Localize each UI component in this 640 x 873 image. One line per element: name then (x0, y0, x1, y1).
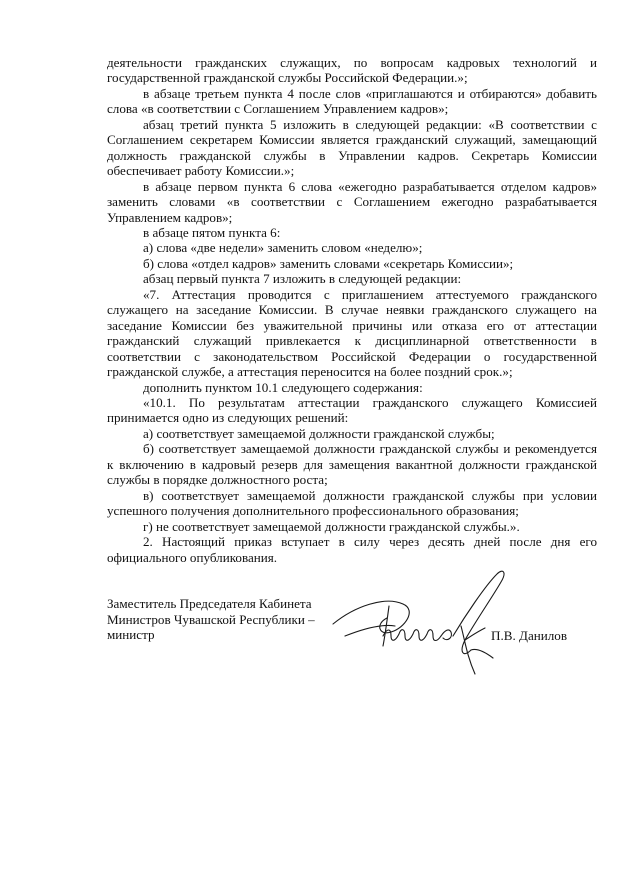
paragraph-12: а) соответствует замещаемой должности гражданской службы; (143, 425, 495, 441)
paragraph-1: деятельности гражданских служащих, по вопросам кадровых технологий и государственной гражданской службы Российской Федерации.»; (107, 55, 597, 86)
paragraph-16: 2. Настоящий приказ вступает в силу через десять дней после дня его официального опубликования. (107, 534, 597, 565)
signatory-position-line-1: Заместитель Председателя Кабинета (107, 596, 312, 611)
paragraph-2: в абзаце третьем пункта 4 после слов «приглашаются и отбираются» добавить слова «в соответствии с Соглашением Управлением кадров»; (107, 85, 597, 117)
paragraph-5: в абзаце пятом пункта 6: (143, 224, 281, 240)
paragraph-9: «7. Аттестация проводится с приглашением аттестуемого гражданского служащего на заседание Комиссии. В случае неявки гражданского служащего на заседание Комиссии без уважительной причины или отказа его от аттестации гражданский служащий привлекается к дисциплинарной ответственности в соответствии с законодательством Российской Федерации о государственной гражданской службе, а аттестация переносится на более поздний срок.»; (107, 286, 597, 380)
paragraph-8: абзац первый пункта 7 изложить в следующей редакции: (143, 271, 462, 287)
paragraph-3: абзац третий пункта 5 изложить в следующей редакции: «В соответствии с Соглашением секретарем Комиссии является гражданский служащий, замещающий должность гражданской службы в Управлении кадров. Секретарь Комиссии обеспечивает работу Комиссии.»; (107, 116, 597, 179)
paragraph-15: г) не соответствует замещаемой должности гражданской службы.». (143, 518, 520, 534)
paragraph-10: дополнить пунктом 10.1 следующего содержания: (143, 379, 423, 395)
paragraph-6: а) слова «две недели» заменить словом «неделю»; (143, 240, 423, 256)
paragraph-11: «10.1. По результатам аттестации гражданского служащего Комиссией принимается одно из следующих решений: (107, 394, 597, 426)
handwritten-signature (325, 566, 515, 686)
signatory-name: П.В. Данилов (491, 628, 568, 643)
paragraph-13: б) соответствует замещаемой должности гражданской службы и рекомендуется к включению в кадровый резерв для замещения вакантной должности гражданской службы в порядке должностного роста; (107, 441, 597, 488)
signatory-position-line-3: министр (107, 627, 155, 642)
signatory-position (107, 596, 347, 643)
signatory-position-line-2: Министров Чувашской Республики – (107, 611, 315, 627)
document-body (107, 55, 597, 565)
paragraph-14: в) соответствует замещаемой должности гражданской службы при условии успешного получения дополнительного профессионального образования; (107, 487, 597, 519)
paragraph-4: в абзаце первом пункта 6 слова «ежегодно разрабатывается отделом кадров» заменить словами «в соответствии с Соглашением ежегодно разрабатывается Управлением кадров»; (107, 178, 597, 225)
paragraph-7: б) слова «отдел кадров» заменить словами «секретарь Комиссии»; (143, 255, 514, 271)
signature-block (107, 596, 597, 706)
